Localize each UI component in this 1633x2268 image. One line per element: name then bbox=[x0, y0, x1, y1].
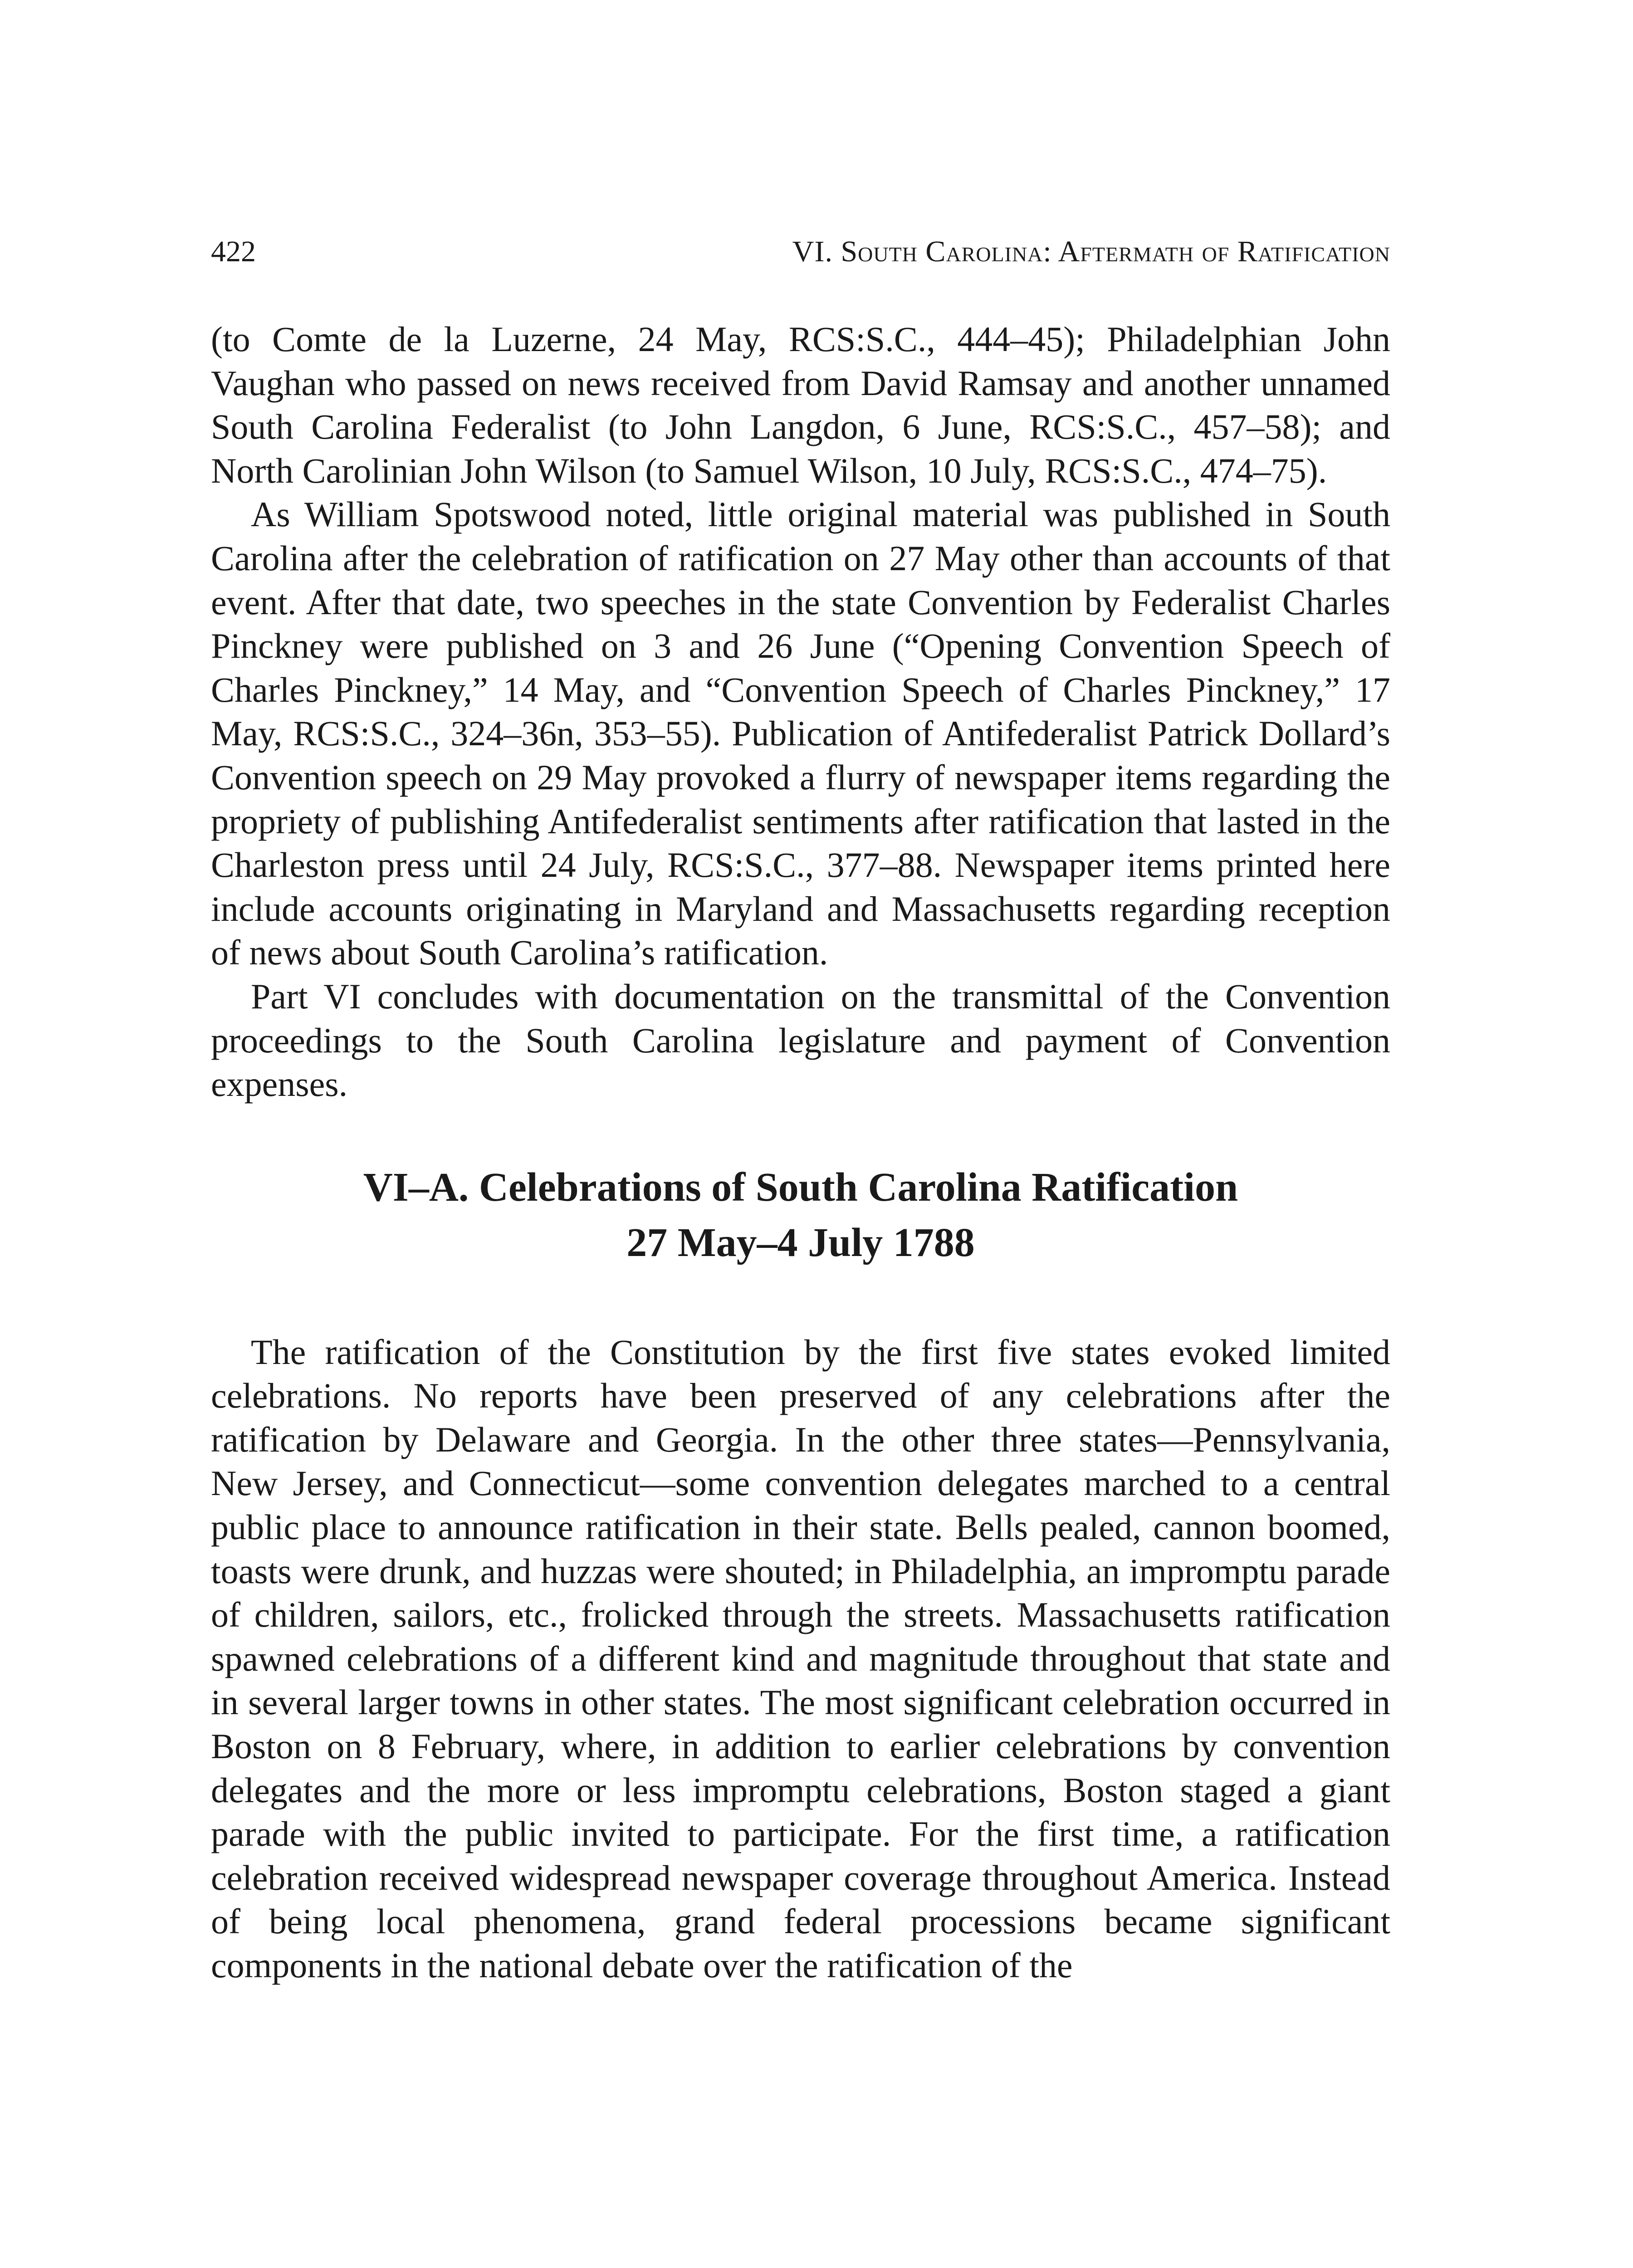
text-block bbox=[211, 318, 1390, 1988]
running-title: VI. South Carolina: Aftermath of Ratification bbox=[792, 235, 1390, 268]
intro-paragraph: Part VI concludes with documentation on the transmittal of the Convention proceedings to the South Carolina legislature and payment of Convention expenses. bbox=[211, 976, 1390, 1104]
section-heading-dates: 27 May–4 July 1788 bbox=[626, 1220, 975, 1265]
intro-paragraph: As William Spotswood noted, little original material was published in South Carolina after the celebration of ratification on 27 May other than accounts of that event. After that date, two speeches in the state Convention by Federalist Charles Pinckney were published on 3 and 26 June (“Opening Convention Speech of Charles Pinckney,” 14 May, and “Convention Speech of Charles Pinckney,” 17 May, RCS:S.C., 324–36n, 353–55). Publication of Antifederalist Patrick Dollard’s Convention speech on 29 May provoked a flurry of newspaper items regarding the propriety of publishing Antifederalist sentiments after ratification that lasted in the Charleston press until 24 July, RCS:S.C., 377–88. Newspaper items printed here include accounts originating in Maryland and Massachusetts regarding reception of news about South Carolina’s ratification. bbox=[211, 494, 1390, 973]
running-head bbox=[211, 227, 1390, 277]
section-heading-title: VI–A. Celebrations of South Carolina Ratification bbox=[363, 1164, 1238, 1210]
intro-paragraph-continued: (to Comte de la Luzerne, 24 May, RCS:S.C., 444–45); Philadelphian John Vaughan who passed on news received from David Ramsay and another unnamed South Carolina Federalist (to John Langdon, 6 June, RCS:S.C., 457–58); and North Carolinian John Wilson (to Samuel Wilson, 10 July, RCS:S.C., 474–75). bbox=[211, 319, 1390, 490]
page-number: 422 bbox=[211, 235, 256, 268]
section-heading bbox=[211, 1160, 1390, 1271]
section-paragraph: The ratification of the Constitution by the first five states evoked limited celebrations. No reports have been preserved of any celebrations after the ratification by Delaware and Georgia. In the other three states—Pennsylvania, New Jersey, and Connecticut—some convention delegates marched to a central public place to announce ratification in their state. Bells pealed, cannon boomed, toasts were drunk, and huzzas were shouted; in Philadelphia, an impromptu parade of children, sailors, etc., frolicked through the streets. Massachusetts ratification spawned celebrations of a different kind and magnitude throughout that state and in several larger towns in other states. The most significant celebration occurred in Boston on 8 February, where, in addition to earlier celebrations by convention delegates and the more or less impromptu celebrations, Boston staged a giant parade with the public invited to participate. For the first time, a ratification celebration received widespread newspaper coverage throughout America. Instead of being local phenomena, grand federal processions became significant components in the national debate over the ratification of the bbox=[211, 1332, 1390, 1985]
